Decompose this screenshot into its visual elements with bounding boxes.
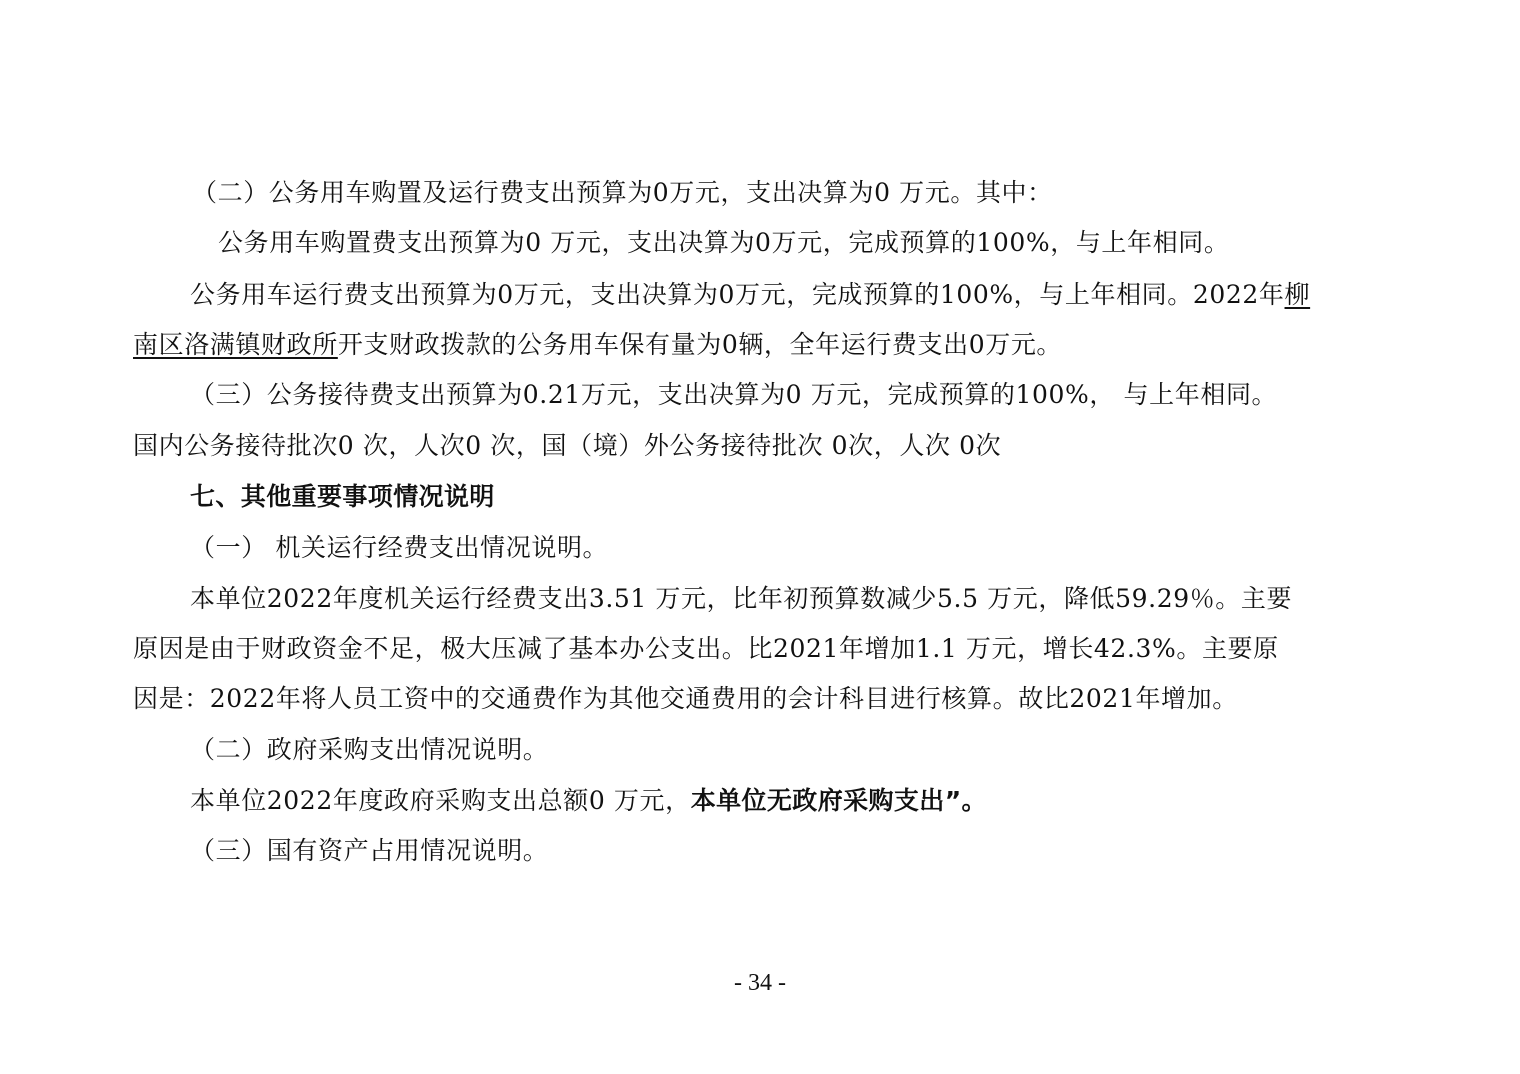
unit-name-underlined: 南区洛满镇财政所 <box>133 330 338 359</box>
paragraph-operating-expenses-3: 因是：2022年将人员工资中的交通费作为其他交通费用的会计科目进行核算。故比2021年增加。 <box>133 684 1238 713</box>
paragraph-vehicle-operation <box>190 279 1310 311</box>
section-heading-other-matters: 七、其他重要事项情况说明 <box>190 482 495 511</box>
paragraph-procurement <box>190 785 987 817</box>
procurement-total-text: 本单位2022年度政府采购支出总额0 万元， <box>190 786 691 815</box>
page-number: - 34 - <box>734 970 786 996</box>
paragraph-vehicle-operation-cont <box>133 329 1062 361</box>
subheading-procurement: （二）政府采购支出情况说明。 <box>190 735 549 764</box>
paragraph-reception-cost: （三）公务接待费支出预算为0.21万元，支出决算为0 万元，完成预算的100%， 与上年相同。 <box>190 380 1278 409</box>
paragraph-vehicle-cost-heading: （二）公务用车购置及运行费支出预算为0万元，支出决算为0 万元。其中： <box>192 178 1053 207</box>
subheading-operating-expenses: （一） 机关运行经费支出情况说明。 <box>190 533 609 562</box>
vehicle-count-text: 开支财政拨款的公务用车保有量为0辆，全年运行费支出0万元。 <box>337 330 1063 359</box>
unit-name-underlined-start: 柳 <box>1284 280 1311 309</box>
subheading-state-assets: （三）国有资产占用情况说明。 <box>190 836 549 865</box>
vehicle-operation-text: 公务用车运行费支出预算为0万元，支出决算为0万元，完成预算的100%，与上年相同。2022年 <box>190 280 1285 309</box>
paragraph-operating-expenses-1: 本单位2022年度机关运行经费支出3.51 万元，比年初预算数减少5.5 万元，降低59.29％。主要 <box>190 584 1293 613</box>
paragraph-reception-count: 国内公务接待批次0 次，人次0 次，国（境）外公务接待批次 0次，人次 0次 <box>133 431 1002 460</box>
procurement-none-text: 本单位无政府采购支出”。 <box>690 786 987 815</box>
paragraph-vehicle-purchase: 公务用车购置费支出预算为0 万元，支出决算为0万元，完成预算的100%，与上年相同。 <box>218 228 1230 257</box>
paragraph-operating-expenses-2: 原因是由于财政资金不足，极大压减了基本办公支出。比2021年增加1.1 万元，增长42.3%。主要原 <box>133 634 1279 663</box>
